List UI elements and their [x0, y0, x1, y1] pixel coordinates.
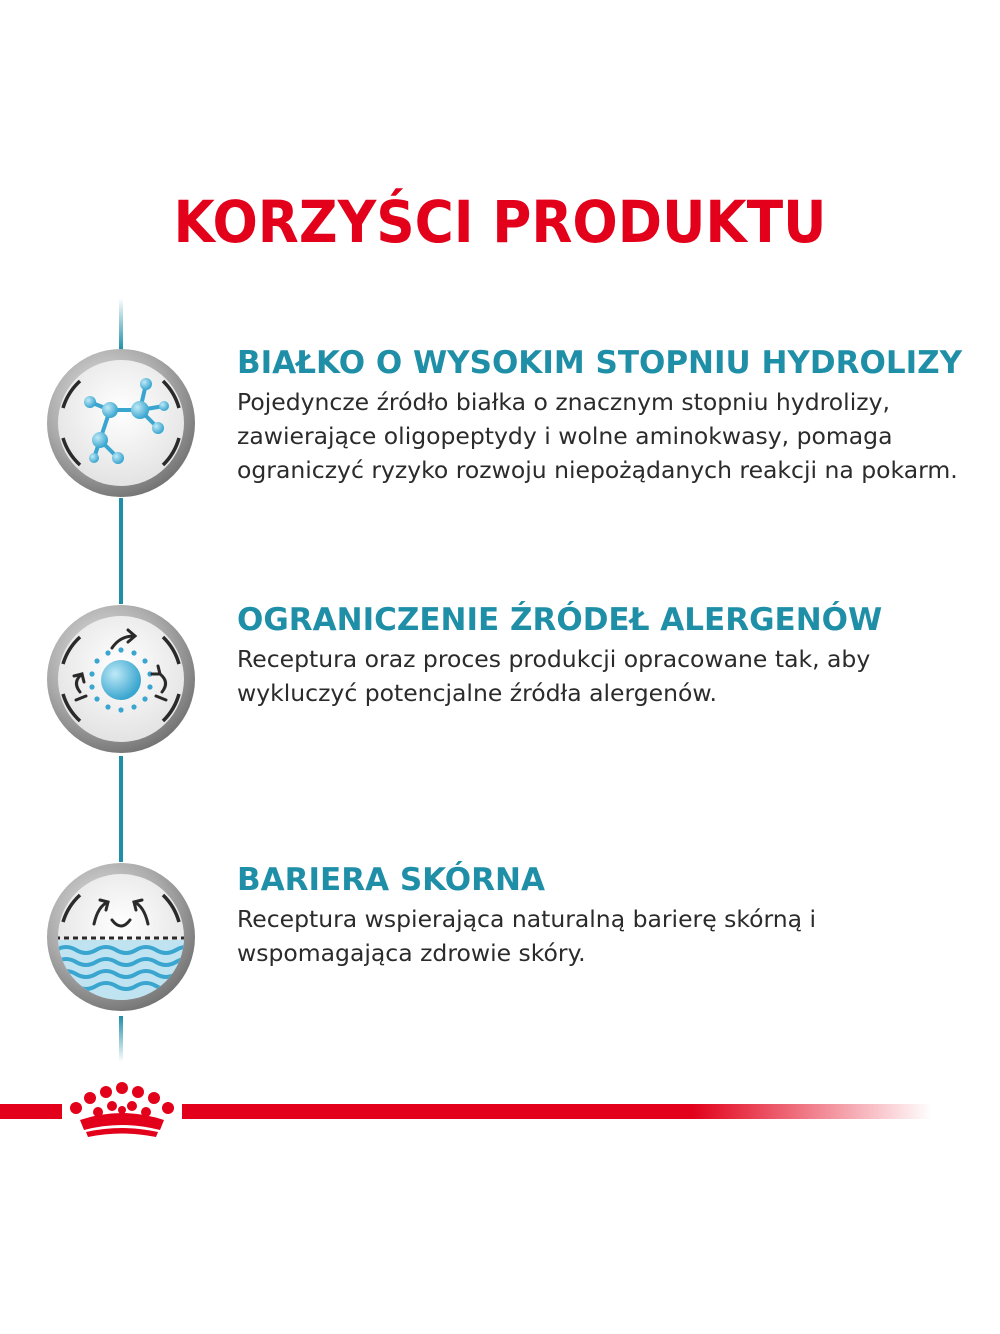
benefit-title: BARIERA SKÓRNA	[237, 862, 545, 898]
benefit-title: BIAŁKO O WYSOKIM STOPNIU HYDROLIZY	[237, 345, 963, 381]
molecule-icon	[46, 348, 196, 498]
timeline-line-top	[119, 298, 123, 350]
royal-canin-crown-logo	[66, 1080, 178, 1140]
allergen-icon	[46, 604, 196, 754]
skin-barrier-icon	[46, 862, 196, 1012]
benefit-description: Pojedyncze źródło białka o znacznym stopniu hydrolizy, zawierające oligopeptydy i wolne aminokwasy, pomaga ograniczyć ryzyko rozwoju niepożądanych reakcji na pokarm.	[237, 388, 958, 484]
benefit-protein	[237, 343, 977, 487]
footer-red-line-right	[182, 1104, 932, 1119]
benefit-skin-barrier	[237, 860, 977, 970]
benefit-allergens	[237, 600, 977, 710]
page-title: KORZYŚCI PRODUKTU	[173, 188, 827, 256]
benefit-description: Receptura oraz proces produkcji opracowane tak, aby wykluczyć potencjalne źródła alergenów.	[237, 645, 871, 707]
timeline-line-1	[119, 498, 123, 604]
footer-red-line-left	[0, 1104, 62, 1119]
benefit-description: Receptura wspierająca naturalną barierę skórną i wspomagająca zdrowie skóry.	[237, 905, 817, 967]
timeline-line-bottom	[119, 1016, 123, 1062]
benefit-title: OGRANICZENIE ŹRÓDEŁ ALERGENÓW	[237, 602, 883, 638]
timeline-line-2	[119, 756, 123, 862]
